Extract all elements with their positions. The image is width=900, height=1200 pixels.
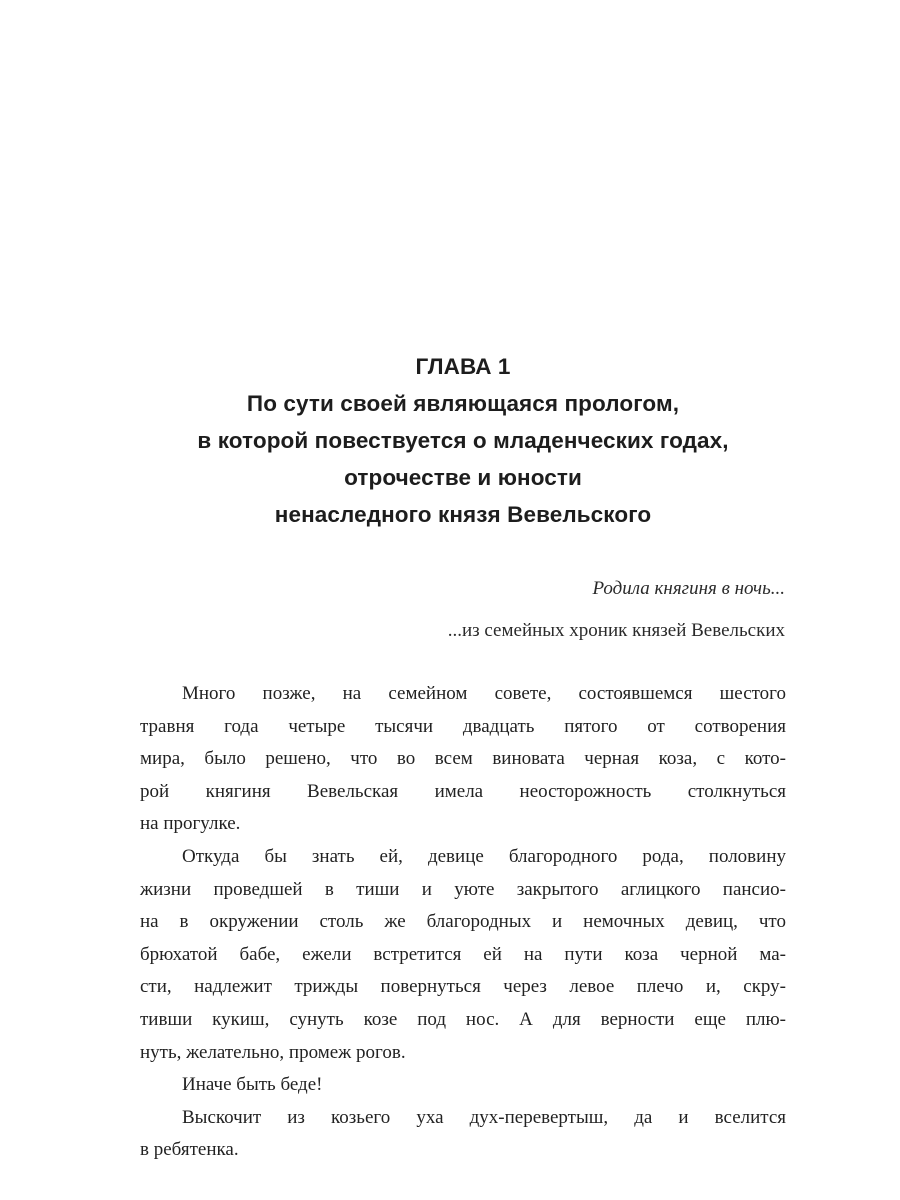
text-line: нуть, желательно, промеж рогов. (140, 1041, 406, 1063)
text-line: Иначе быть беде! (182, 1074, 323, 1096)
chapter-title-line: в которой повествуется о младенческих годах, (197, 428, 729, 453)
text-line: Много позже, на семейном совете, состоявшемся шестого (182, 683, 786, 704)
chapter-heading (140, 348, 786, 533)
paragraph (140, 678, 786, 841)
epigraph-source: ...из семейных хроник князей Вевельских (447, 620, 785, 641)
text-line: тивши кукиш, сунуть козе под нос. А для верности еще плю- (140, 1008, 786, 1030)
chapter-title-line: отрочестве и юности (344, 465, 582, 490)
text-line: мира, было решено, что во всем виновата черная коза, с кото- (140, 748, 786, 770)
text-line: в ребятенка. (140, 1139, 239, 1161)
paragraph (140, 1069, 786, 1102)
paragraph (140, 841, 786, 1069)
text-line: на в окружении столь же благородных и немочных девиц, что (140, 911, 786, 933)
paragraph (140, 1102, 786, 1167)
text-line: на прогулке. (140, 813, 241, 835)
text-line: травня года четыре тысячи двадцать пятого от сотворения (140, 715, 786, 737)
chapter-title-line: По сути своей являющаяся прологом, (246, 391, 680, 416)
text-line: сти, надлежит трижды повернуться через левое плечо и, скру- (140, 976, 786, 998)
body-text (140, 678, 786, 1167)
text-line: рой княгиня Вевельская имела неосторожность столкнуться (140, 780, 786, 802)
text-line: Откуда бы знать ей, девице благородного рода, половину (182, 845, 786, 867)
chapter-number: ГЛАВА 1 (415, 354, 511, 379)
text-line: брюхатой бабе, ежели встретится ей на пути коза черной ма- (140, 943, 786, 965)
text-line: Выскочит из козьего уха дух-перевертыш, да и вселится (182, 1106, 786, 1128)
chapter-title-line: ненаследного князя Вевельского (274, 502, 652, 527)
epigraph-quote: Родила княгиня в ночь... (592, 578, 785, 599)
text-line: жизни проведшей в тиши и уюте закрытого аглицкого пансио- (140, 878, 786, 900)
